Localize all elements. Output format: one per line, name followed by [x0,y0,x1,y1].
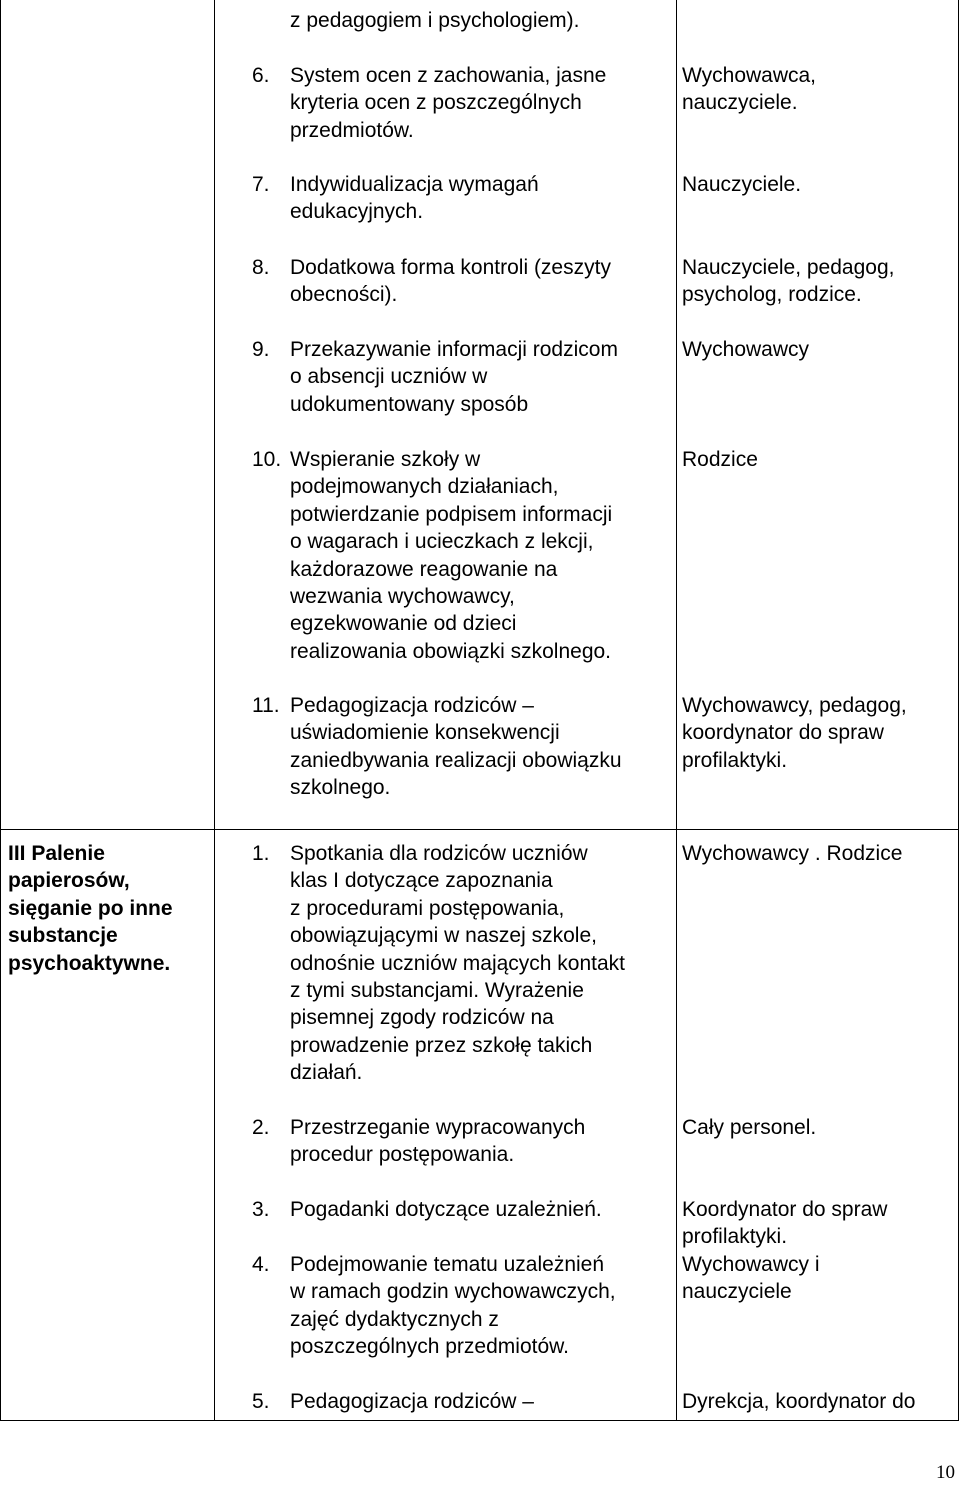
item-text: System ocen z zachowania, jasne kryteria ocen z poszczególnych przedmiotów. [290,64,607,142]
item-text: Dodatkowa forma kontroli (zeszyty obecności). [290,256,611,307]
item-text: Wspieranie szkoły w podejmowanych działaniach, potwierdzanie podpisem informacji o wagarach i ucieczkach z lekcji, każdorazowe reagowanie na wezwania wychowawcy, egzekwowanie od dzieci realizowania obowiązki szkolnego. [290,448,613,663]
item-number: 2. [252,1116,270,1139]
responsible-cell: Wychowawcy, pedagog, koordynator do spraw profilaktyki. [682,694,907,772]
item-text: Spotkania dla rodziców uczniów klas I dotyczące zapoznania z procedurami postępowania, obowiązującymi w naszej szkole, odnośnie uczniów mających kontakt z tymi substancjami. Wyrażenie pisemnej zgody rodziców na prowadzenie przez szkołę takich działań. [290,842,626,1085]
table-left-border [0,0,1,1420]
page-number: 10 [936,1462,955,1483]
responsible-cell: Nauczyciele, pedagog, psycholog, rodzice. [682,256,895,307]
item-text: Pedagogizacja rodziców – uświadomienie konsekwencji zaniedbywania realizacji obowiązku szkolnego. [290,694,622,800]
item-text: Indywidualizacja wymagań edukacyjnych. [290,173,539,224]
item-number: 9. [252,338,270,361]
item-number: 6. [252,64,270,87]
table-col-divider-1 [214,0,215,1420]
item-number: 10. [252,448,282,471]
table-right-border [958,0,959,1420]
item-number: 3. [252,1198,270,1221]
section-title: III Palenie papierosów, sięganie po inne substancje psychoaktywne. [8,842,173,975]
responsible-cell: Dyrekcja, koordynator do [682,1390,916,1413]
item-text: Przekazywanie informacji rodzicom o absencji uczniów w udokumentowany sposób [290,338,618,416]
responsible-cell: Nauczyciele. [682,173,802,196]
item-number: 11. [252,694,280,717]
table-bottom-border [0,1420,959,1421]
intro-line: z pedagogiem i psychologiem). [290,9,580,32]
item-number: 5. [252,1390,270,1413]
responsible-cell: Cały personel. [682,1116,817,1139]
item-text: Pogadanki dotyczące uzależnień. [290,1198,602,1221]
responsible-cell: Wychowawcy [682,338,810,361]
item-text: Pedagogizacja rodziców – [290,1390,534,1413]
table-row-divider [0,829,959,830]
item-number: 7. [252,173,270,196]
item-number: 1. [252,842,270,865]
responsible-cell: Wychowawca, nauczyciele. [682,64,817,115]
item-text: Podejmowanie tematu uzależnień w ramach godzin wychowawczych, zajęć dydaktycznych z poszczególnych przedmiotów. [290,1253,616,1359]
item-text: Przestrzeganie wypracowanych procedur postępowania. [290,1116,586,1167]
responsible-cell: Wychowawcy . Rodzice [682,842,903,865]
item-number: 4. [252,1253,270,1276]
item-number: 8. [252,256,270,279]
responsible-cell: Koordynator do spraw profilaktyki. Wychowawcy i nauczyciele [682,1198,888,1304]
responsible-cell: Rodzice [682,448,758,471]
